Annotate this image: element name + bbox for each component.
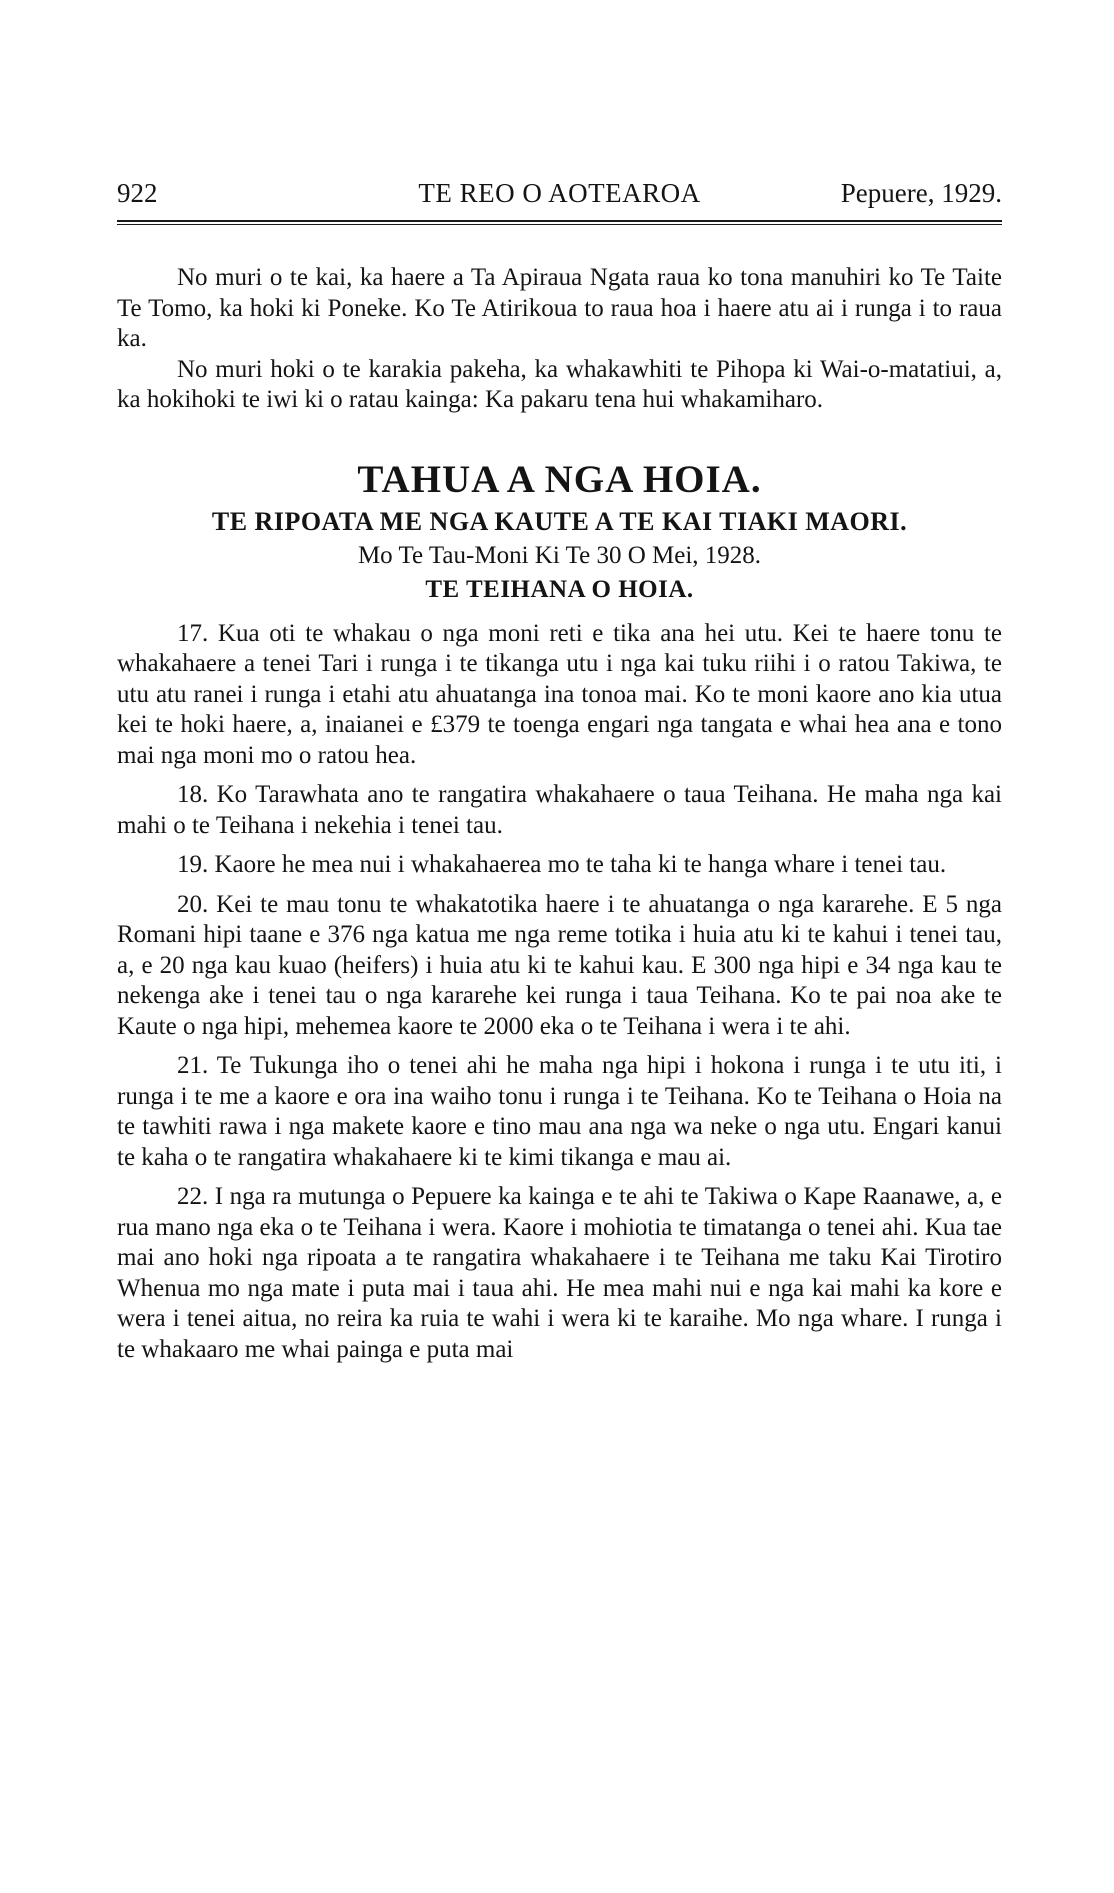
- paragraph-17: 17. Kua oti te whakau o nga moni reti e tika ana hei utu. Kei te haere tonu te whakahaere a tenei Tari i runga i te tikanga utu i nga kai tuku riihi i o ratou Takiwa, te utu atu ranei i runga i etahi atu ahuatanga ina tonoa mai. Ko te moni kaore ano kia utua kei te hoki haere, a, inaianei e £379 te toenga engari nga tangata e whai hea ana e tono mai nga moni mo o ratou hea.: [117, 619, 1002, 769]
- intro-paragraph-1: No muri o te kai, ka haere a Ta Apiraua Ngata raua ko tona manuhiri ko Te Taite Te Tomo, ka hoki ki Poneke. Ko Te Atirikoua to raua hoa i haere atu ai i runga i to raua ka.: [117, 264, 1002, 352]
- paragraph-20: 20. Kei te mau tonu te whakatotika haere i te ahuatanga o nga kararehe. E 5 nga Romani hipi taane e 376 nga katua me nga reme totika i huia atu ki te kahui i tenei tau, a, e 20 nga kau kuao (heifers) i huia atu ki te kahui kau. E 300 nga hipi e 34 nga kau te nekenga ake i tenei tau o nga kararehe kei runga i taua Teihana. Ko te pai noa ake te Kaute o nga hipi, mehemea kaore te 2000 eka o te Teihana i wera i te ahi.: [117, 890, 1002, 1040]
- section-date-line: Mo Te Tau-Moni Ki Te 30 O Mei, 1928.: [357, 541, 762, 569]
- document-page: [117, 170, 1002, 1365]
- paragraph-22: 22. I nga ra mutunga o Pepuere ka kainga e te ahi te Takiwa o Kape Raanawe, a, e rua mano nga eka o te Teihana i wera. Kaore i mohiotia te timatanga o tenei ahi. Kua tae mai ano hoki nga ripoata a te rangatira whakahaere i te Teihana me taku Kai Tirotiro Whenua mo nga mate i puta mai i taua ahi. He mea mahi nui e nga kai mahi ka kore e wera i tenei aitua, no reira ka ruia te wahi i wera ki te karaihe. Mo nga whare. I runga i te whakaaro me whai painga e puta mai: [117, 1183, 1002, 1363]
- paragraph-18: 18. Ko Tarawhata ano te rangatira whakahaere o taua Teihana. He maha nga kai mahi o te Teihana i nekehia i tenei tau.: [117, 781, 1002, 839]
- intro-paragraph-2: No muri hoki o te karakia pakeha, ka whakawhiti te Pihopa ki Wai-o-matatiui, a, ka hokihoki te iwi ki o ratau kainga: Ka pakaru tena hui whakamiharo.: [117, 355, 1002, 413]
- paragraph-21: 21. Te Tukunga iho o tenei ahi he maha nga hipi i hokona i runga i te utu iti, i runga i te me a kaore e ora ina waiho tonu i runga i te Teihana. Ko te Teihana o Hoia na te tawhiti rawa i nga makete kaore e tino mau ana nga wa neke o nga utu. Engari kanui te kaha o te rangatira whakahaere ki te kimi tikanga e mau ai.: [117, 1052, 1002, 1171]
- section-subtitle: TE RIPOATA ME NGA KAUTE A TE KAI TIAKI MAORI.: [211, 506, 908, 536]
- page-number: 922: [117, 178, 158, 208]
- running-header: [117, 170, 1002, 216]
- journal-title: TE REO O AOTEAROA: [418, 178, 701, 208]
- header-rule: [117, 220, 1002, 225]
- issue-date: Pepuere, 1929.: [840, 178, 1002, 208]
- paragraph-19: 19. Kaore he mea nui i whakahaerea mo te taha ki te hanga whare i tenei tau.: [177, 851, 947, 878]
- station-heading: TE TEIHANA O HOIA.: [425, 575, 694, 603]
- article-body: [117, 263, 1002, 1365]
- section-title: TAHUA A NGA HOIA.: [357, 457, 762, 501]
